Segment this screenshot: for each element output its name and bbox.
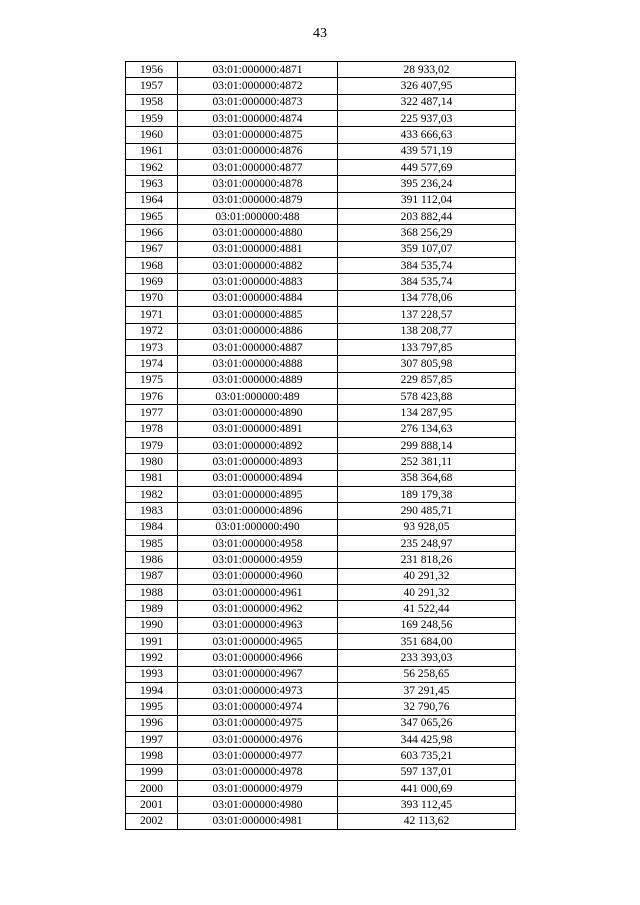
row-number-cell: 2002 bbox=[126, 813, 178, 829]
cadastral-value-cell: 290 485,71 bbox=[338, 503, 516, 519]
row-number-cell: 1973 bbox=[126, 339, 178, 355]
table-row bbox=[126, 585, 516, 601]
cadastral-number-cell: 03:01:000000:4893 bbox=[178, 454, 338, 470]
cadastral-number-cell: 03:01:000000:4882 bbox=[178, 258, 338, 274]
cadastral-value-cell: 93 928,05 bbox=[338, 519, 516, 535]
table-row bbox=[126, 552, 516, 568]
table-row bbox=[126, 323, 516, 339]
cadastral-number-cell: 03:01:000000:4880 bbox=[178, 225, 338, 241]
row-number-cell: 1962 bbox=[126, 160, 178, 176]
row-number-cell: 1991 bbox=[126, 634, 178, 650]
table-row bbox=[126, 339, 516, 355]
table-row bbox=[126, 748, 516, 764]
cadastral-value-cell: 203 882,44 bbox=[338, 209, 516, 225]
row-number-cell: 1986 bbox=[126, 552, 178, 568]
row-number-cell: 1984 bbox=[126, 519, 178, 535]
row-number-cell: 1996 bbox=[126, 715, 178, 731]
table-row bbox=[126, 666, 516, 682]
row-number-cell: 1966 bbox=[126, 225, 178, 241]
cadastral-value-cell: 351 684,00 bbox=[338, 634, 516, 650]
cadastral-number-cell: 03:01:000000:4979 bbox=[178, 781, 338, 797]
cadastral-number-cell: 03:01:000000:4891 bbox=[178, 421, 338, 437]
table-row bbox=[126, 732, 516, 748]
cadastral-number-cell: 03:01:000000:4888 bbox=[178, 356, 338, 372]
cadastral-value-cell: 441 000,69 bbox=[338, 781, 516, 797]
table-row bbox=[126, 176, 516, 192]
table-row bbox=[126, 405, 516, 421]
table-row bbox=[126, 519, 516, 535]
cadastral-value-cell: 391 112,04 bbox=[338, 192, 516, 208]
cadastral-value-cell: 252 381,11 bbox=[338, 454, 516, 470]
table-row bbox=[126, 781, 516, 797]
cadastral-number-cell: 03:01:000000:4973 bbox=[178, 683, 338, 699]
row-number-cell: 1959 bbox=[126, 111, 178, 127]
cadastral-number-cell: 03:01:000000:4873 bbox=[178, 94, 338, 110]
cadastral-number-cell: 03:01:000000:4958 bbox=[178, 535, 338, 551]
cadastral-number-cell: 03:01:000000:4890 bbox=[178, 405, 338, 421]
cadastral-number-cell: 03:01:000000:4975 bbox=[178, 715, 338, 731]
cadastral-value-cell: 344 425,98 bbox=[338, 732, 516, 748]
table-row bbox=[126, 388, 516, 404]
table-row bbox=[126, 209, 516, 225]
cadastral-number-cell: 03:01:000000:4962 bbox=[178, 601, 338, 617]
cadastral-number-cell: 03:01:000000:4960 bbox=[178, 568, 338, 584]
cadastral-value-cell: 40 291,32 bbox=[338, 568, 516, 584]
cadastral-value-cell: 299 888,14 bbox=[338, 437, 516, 453]
row-number-cell: 1980 bbox=[126, 454, 178, 470]
cadastral-value-cell: 597 137,01 bbox=[338, 764, 516, 780]
row-number-cell: 1999 bbox=[126, 764, 178, 780]
table-row bbox=[126, 568, 516, 584]
table-row bbox=[126, 78, 516, 94]
table-row bbox=[126, 225, 516, 241]
table-row bbox=[126, 307, 516, 323]
row-number-cell: 1990 bbox=[126, 617, 178, 633]
row-number-cell: 1997 bbox=[126, 732, 178, 748]
cadastral-number-cell: 03:01:000000:489 bbox=[178, 388, 338, 404]
row-number-cell: 1972 bbox=[126, 323, 178, 339]
row-number-cell: 1964 bbox=[126, 192, 178, 208]
cadastral-value-cell: 233 393,03 bbox=[338, 650, 516, 666]
table-row bbox=[126, 797, 516, 813]
table-row bbox=[126, 274, 516, 290]
row-number-cell: 1978 bbox=[126, 421, 178, 437]
cadastral-value-cell: 134 778,06 bbox=[338, 290, 516, 306]
table-row bbox=[126, 143, 516, 159]
cadastral-value-cell: 359 107,07 bbox=[338, 241, 516, 257]
row-number-cell: 1983 bbox=[126, 503, 178, 519]
row-number-cell: 1971 bbox=[126, 307, 178, 323]
table-row bbox=[126, 601, 516, 617]
cadastral-value-cell: 133 797,85 bbox=[338, 339, 516, 355]
cadastral-value-cell: 603 735,21 bbox=[338, 748, 516, 764]
cadastral-value-cell: 137 228,57 bbox=[338, 307, 516, 323]
row-number-cell: 1985 bbox=[126, 535, 178, 551]
row-number-cell: 1956 bbox=[126, 62, 178, 78]
row-number-cell: 1975 bbox=[126, 372, 178, 388]
row-number-cell: 1965 bbox=[126, 209, 178, 225]
table-row bbox=[126, 634, 516, 650]
cadastral-value-cell: 322 487,14 bbox=[338, 94, 516, 110]
table-row bbox=[126, 813, 516, 829]
table-row bbox=[126, 372, 516, 388]
cadastral-value-cell: 32 790,76 bbox=[338, 699, 516, 715]
cadastral-value-cell: 138 208,77 bbox=[338, 323, 516, 339]
cadastral-value-cell: 41 522,44 bbox=[338, 601, 516, 617]
row-number-cell: 1958 bbox=[126, 94, 178, 110]
row-number-cell: 1981 bbox=[126, 470, 178, 486]
row-number-cell: 2000 bbox=[126, 781, 178, 797]
cadastral-number-cell: 03:01:000000:4980 bbox=[178, 797, 338, 813]
table-row bbox=[126, 486, 516, 502]
cadastral-value-cell: 368 256,29 bbox=[338, 225, 516, 241]
cadastral-value-cell: 56 258,65 bbox=[338, 666, 516, 682]
row-number-cell: 1979 bbox=[126, 437, 178, 453]
cadastral-value-cell: 169 248,56 bbox=[338, 617, 516, 633]
table-row bbox=[126, 764, 516, 780]
cadastral-number-cell: 03:01:000000:4872 bbox=[178, 78, 338, 94]
cadastral-value-cell: 395 236,24 bbox=[338, 176, 516, 192]
row-number-cell: 1957 bbox=[126, 78, 178, 94]
cadastral-value-cell: 42 113,62 bbox=[338, 813, 516, 829]
row-number-cell: 1970 bbox=[126, 290, 178, 306]
cadastral-number-cell: 03:01:000000:4894 bbox=[178, 470, 338, 486]
cadastral-value-cell: 307 805,98 bbox=[338, 356, 516, 372]
cadastral-number-cell: 03:01:000000:4885 bbox=[178, 307, 338, 323]
cadastral-number-cell: 03:01:000000:490 bbox=[178, 519, 338, 535]
cadastral-value-cell: 276 134,63 bbox=[338, 421, 516, 437]
table-row bbox=[126, 258, 516, 274]
table-row bbox=[126, 699, 516, 715]
table-row bbox=[126, 62, 516, 78]
page-number: 43 bbox=[313, 26, 327, 41]
cadastral-number-cell: 03:01:000000:4959 bbox=[178, 552, 338, 568]
table-row bbox=[126, 111, 516, 127]
cadastral-number-cell: 03:01:000000:4884 bbox=[178, 290, 338, 306]
table-row bbox=[126, 650, 516, 666]
row-number-cell: 1992 bbox=[126, 650, 178, 666]
row-number-cell: 1994 bbox=[126, 683, 178, 699]
cadastral-number-cell: 03:01:000000:4895 bbox=[178, 486, 338, 502]
cadastral-value-cell: 235 248,97 bbox=[338, 535, 516, 551]
row-number-cell: 1977 bbox=[126, 405, 178, 421]
cadastral-number-cell: 03:01:000000:4965 bbox=[178, 634, 338, 650]
table-row bbox=[126, 290, 516, 306]
cadastral-number-cell: 03:01:000000:4886 bbox=[178, 323, 338, 339]
cadastral-value-cell: 231 818,26 bbox=[338, 552, 516, 568]
cadastral-number-cell: 03:01:000000:4877 bbox=[178, 160, 338, 176]
cadastral-number-cell: 03:01:000000:4881 bbox=[178, 241, 338, 257]
cadastral-value-cell: 225 937,03 bbox=[338, 111, 516, 127]
cadastral-value-cell: 384 535,74 bbox=[338, 274, 516, 290]
table-row bbox=[126, 470, 516, 486]
cadastral-number-cell: 03:01:000000:4896 bbox=[178, 503, 338, 519]
cadastral-value-cell: 393 112,45 bbox=[338, 797, 516, 813]
cadastral-number-cell: 03:01:000000:4871 bbox=[178, 62, 338, 78]
cadastral-number-cell: 03:01:000000:4977 bbox=[178, 748, 338, 764]
cadastral-number-cell: 03:01:000000:4892 bbox=[178, 437, 338, 453]
table-row bbox=[126, 241, 516, 257]
cadastral-number-cell: 03:01:000000:4889 bbox=[178, 372, 338, 388]
cadastral-value-cell: 28 933,02 bbox=[338, 62, 516, 78]
table-row bbox=[126, 454, 516, 470]
row-number-cell: 1974 bbox=[126, 356, 178, 372]
cadastral-number-cell: 03:01:000000:4878 bbox=[178, 176, 338, 192]
cadastral-number-cell: 03:01:000000:4966 bbox=[178, 650, 338, 666]
row-number-cell: 1987 bbox=[126, 568, 178, 584]
cadastral-value-cell: 37 291,45 bbox=[338, 683, 516, 699]
cadastral-number-cell: 03:01:000000:4883 bbox=[178, 274, 338, 290]
cadastral-number-cell: 03:01:000000:4963 bbox=[178, 617, 338, 633]
table-row bbox=[126, 437, 516, 453]
cadastral-number-cell: 03:01:000000:4874 bbox=[178, 111, 338, 127]
table-row bbox=[126, 421, 516, 437]
cadastral-value-cell: 134 287,95 bbox=[338, 405, 516, 421]
row-number-cell: 2001 bbox=[126, 797, 178, 813]
cadastral-value-cell: 40 291,32 bbox=[338, 585, 516, 601]
cadastral-number-cell: 03:01:000000:4887 bbox=[178, 339, 338, 355]
cadastral-number-cell: 03:01:000000:4875 bbox=[178, 127, 338, 143]
row-number-cell: 1963 bbox=[126, 176, 178, 192]
table-row bbox=[126, 356, 516, 372]
table-body bbox=[126, 62, 516, 830]
row-number-cell: 1998 bbox=[126, 748, 178, 764]
cadastral-value-cell: 578 423,88 bbox=[338, 388, 516, 404]
cadastral-number-cell: 03:01:000000:4879 bbox=[178, 192, 338, 208]
row-number-cell: 1960 bbox=[126, 127, 178, 143]
row-number-cell: 1967 bbox=[126, 241, 178, 257]
row-number-cell: 1988 bbox=[126, 585, 178, 601]
table-row bbox=[126, 192, 516, 208]
table-row bbox=[126, 160, 516, 176]
row-number-cell: 1995 bbox=[126, 699, 178, 715]
cadastral-value-cell: 433 666,63 bbox=[338, 127, 516, 143]
table-row bbox=[126, 503, 516, 519]
cadastral-number-cell: 03:01:000000:4967 bbox=[178, 666, 338, 682]
cadastral-number-cell: 03:01:000000:4981 bbox=[178, 813, 338, 829]
cadastral-number-cell: 03:01:000000:4974 bbox=[178, 699, 338, 715]
row-number-cell: 1989 bbox=[126, 601, 178, 617]
table-row bbox=[126, 94, 516, 110]
cadastral-value-cell: 326 407,95 bbox=[338, 78, 516, 94]
cadastral-number-cell: 03:01:000000:4976 bbox=[178, 732, 338, 748]
cadastral-number-cell: 03:01:000000:488 bbox=[178, 209, 338, 225]
cadastral-value-cell: 347 065,26 bbox=[338, 715, 516, 731]
row-number-cell: 1982 bbox=[126, 486, 178, 502]
row-number-cell: 1968 bbox=[126, 258, 178, 274]
row-number-cell: 1969 bbox=[126, 274, 178, 290]
cadastral-value-table bbox=[125, 61, 516, 830]
row-number-cell: 1961 bbox=[126, 143, 178, 159]
cadastral-value-cell: 358 364,68 bbox=[338, 470, 516, 486]
table-row bbox=[126, 535, 516, 551]
cadastral-number-cell: 03:01:000000:4876 bbox=[178, 143, 338, 159]
cadastral-number-cell: 03:01:000000:4961 bbox=[178, 585, 338, 601]
table-row bbox=[126, 683, 516, 699]
row-number-cell: 1976 bbox=[126, 388, 178, 404]
table-row bbox=[126, 715, 516, 731]
cadastral-value-cell: 384 535,74 bbox=[338, 258, 516, 274]
cadastral-value-cell: 449 577,69 bbox=[338, 160, 516, 176]
row-number-cell: 1993 bbox=[126, 666, 178, 682]
table-row bbox=[126, 617, 516, 633]
cadastral-value-cell: 189 179,38 bbox=[338, 486, 516, 502]
cadastral-value-cell: 439 571,19 bbox=[338, 143, 516, 159]
cadastral-value-cell: 229 857,85 bbox=[338, 372, 516, 388]
table-row bbox=[126, 127, 516, 143]
cadastral-number-cell: 03:01:000000:4978 bbox=[178, 764, 338, 780]
